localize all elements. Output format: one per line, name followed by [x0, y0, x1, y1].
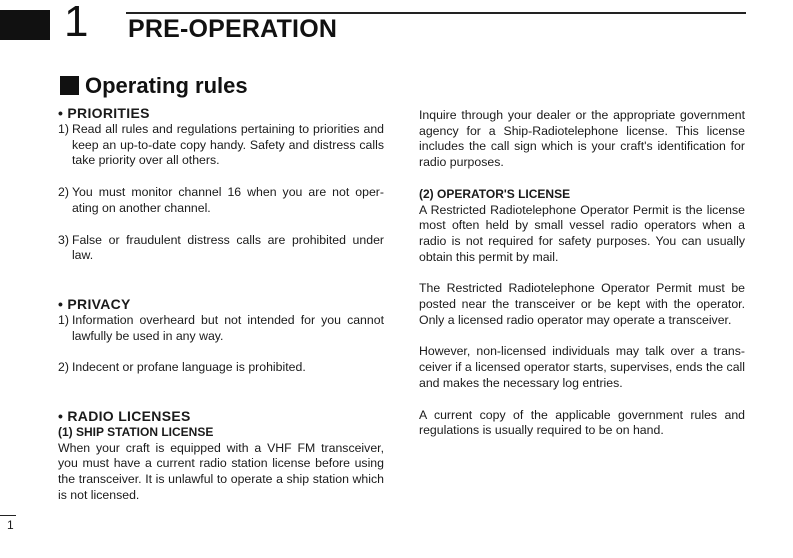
item-text: Information overheard but not intended for you cannot lawfully be used in any way. [71, 312, 384, 343]
section-square-icon [60, 76, 79, 95]
operator-license-paragraph-4: A current copy of the applicable government rules and regulations is usually required to be on hand. [419, 407, 745, 438]
operator-license-paragraph-3: However, non-licensed individuals may talk over a trans-ceiver if a licensed operator starts, supervises, ends the call and makes the necessary log entries. [419, 344, 745, 390]
page-number: 1 [7, 518, 14, 532]
item-text: You must monitor channel 16 when you are not oper-ating on another channel. [71, 185, 384, 215]
operator-license-paragraph-1: A Restricted Radiotelephone Operator Permit is the license most often held by small vessel radio operators when a radio is not required for safety purposes. You can usually obtain this permit by mail. [419, 202, 745, 264]
item-number: 2) [58, 185, 69, 200]
ship-station-license-heading: (1) SHIP STATION LICENSE [58, 425, 214, 440]
list-item [58, 122, 384, 169]
right-column [419, 108, 745, 439]
ship-station-license-text: When your craft is equipped with a VHF FM transceiver, you must have a current radio station license before using the transceiver. It is unlawful to operate a ship station which is not licensed. [58, 440, 384, 502]
left-column [58, 105, 384, 504]
chapter-tab-marker [0, 10, 50, 40]
item-number: 1) [58, 122, 69, 136]
operator-license-heading: (2) OPERATOR'S LICENSE [419, 186, 571, 201]
item-text: Indecent or profane language is prohibited. [71, 360, 306, 375]
section-title: Operating rules [85, 73, 248, 98]
priorities-heading: • PRIORITIES [58, 105, 150, 121]
privacy-heading: • PRIVACY [58, 295, 131, 312]
item-number: 2) [58, 360, 69, 375]
chapter-title: PRE-OPERATION [128, 15, 338, 43]
list-item [58, 185, 384, 216]
inquire-paragraph: Inquire through your dealer or the appropriate government agency for a Ship-Radiotelephone license. This license includes the call sign which is your craft's identification for radio purposes. [419, 108, 745, 170]
chapter-number: 1 [64, 0, 89, 46]
operator-license-paragraph-2: The Restricted Radiotelephone Operator Permit must be posted near the transceiver or be kept with the operator. Only a licensed radio operator may operate a transceiver. [419, 281, 745, 327]
list-item [58, 360, 384, 376]
radio-licenses-heading: • RADIO LICENSES [58, 408, 191, 425]
page-number-rule [0, 515, 16, 516]
item-text: False or fraudulent distress calls are prohibited under law. [71, 232, 384, 263]
list-item [58, 313, 384, 344]
list-item [58, 233, 384, 264]
item-number: 1) [58, 312, 69, 327]
item-text: Read all rules and regulations pertaining to priorities and keep an up-to-date copy handy. Safety and distress calls take priority over all others. [71, 122, 384, 168]
item-number: 3) [58, 232, 69, 247]
